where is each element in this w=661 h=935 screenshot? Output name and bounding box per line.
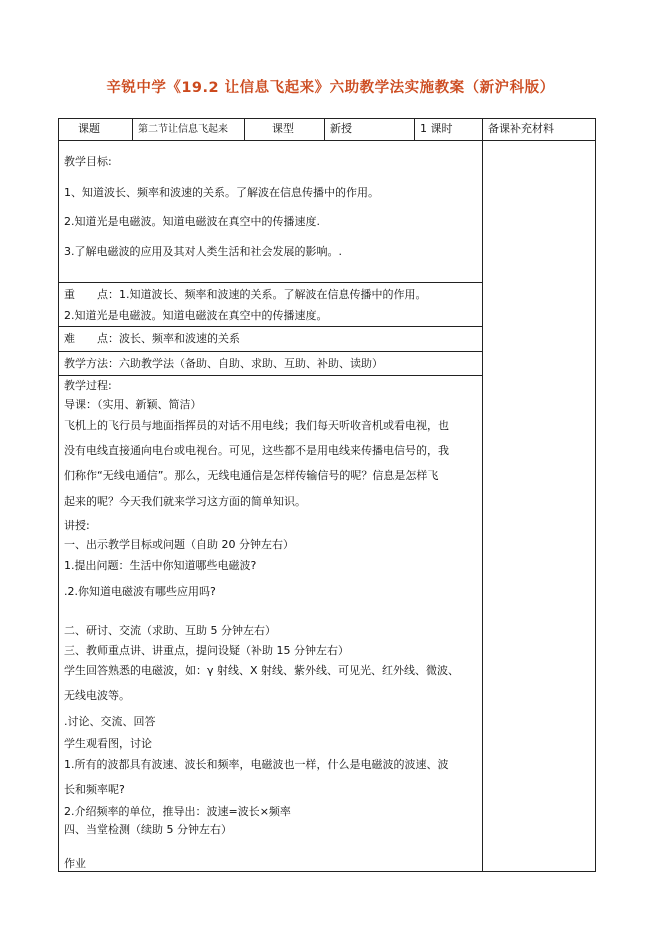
- process-line: 二、研讨、交流（求助、互助 5 分钟左右）: [64, 624, 276, 637]
- objective-item: 3.了解电磁波的应用及其对人类生活和社会发展的影响。.: [64, 245, 342, 258]
- process-line: 学生回答熟悉的电磁波，如：γ 射线、X 射线、紫外线、可见光、红外线、微波、: [64, 664, 460, 677]
- type-value: 新授: [330, 122, 352, 135]
- course-label: 课题: [78, 122, 100, 135]
- process-line: .2.你知道电磁波有哪些应用吗?: [64, 585, 216, 598]
- key-points-line: 重 点：1.知道波长、频率和波速的关系。了解波在信息传播中的作用。: [64, 288, 427, 301]
- process-line: 1.提出问题：生活中你知道哪些电磁波?: [64, 559, 257, 572]
- process-line: 导课：（实用、新颖、简洁）: [64, 398, 202, 411]
- process-line: 一、出示教学目标或问题（自助 20 分钟左右）: [64, 538, 294, 551]
- process-line: 讲授:: [64, 519, 90, 532]
- process-line: 无线电波等。: [64, 689, 130, 702]
- process-line: 飞机上的飞行员与地面指挥员的对话不用电线；我们每天听收音机或看电视，也: [64, 419, 449, 432]
- objective-item: 1、知道波长、频率和波速的关系。了解波在信息传播中的作用。: [64, 186, 379, 199]
- table-border-left: [58, 118, 59, 872]
- process-line: 1.所有的波都具有波速、波长和频率，电磁波也一样，什么是电磁波的波速、波: [64, 758, 449, 771]
- key-points-line: 2.知道光是电磁波。知道电磁波在真空中的传播速度。: [64, 309, 328, 322]
- difficulty-line: 难 点：波长、频率和波速的关系: [64, 332, 240, 345]
- header-divider: [244, 118, 245, 140]
- lesson-plan-table: [58, 118, 596, 872]
- header-divider: [132, 118, 133, 140]
- header-row-bottom: [58, 140, 596, 141]
- hours-value: 1 课时: [420, 122, 453, 135]
- method-line: 教学方法：六助教学法（备助、自助、求助、互助、补助、读助）: [64, 357, 383, 370]
- keypoints-row-bottom: [58, 326, 483, 327]
- type-label: 课型: [272, 122, 294, 135]
- objectives-row-bottom: [58, 282, 483, 283]
- table-border-top: [58, 118, 596, 119]
- process-line: 长和频率呢?: [64, 783, 125, 796]
- table-border-bottom: [58, 871, 596, 872]
- process-line: 起来的呢？今天我们就来学习这方面的简单知识。: [64, 495, 306, 508]
- method-row-bottom: [58, 375, 483, 376]
- process-line: 三、教师重点讲、讲重点，提问设疑（补助 15 分钟左右）: [64, 644, 349, 657]
- header-divider: [324, 118, 325, 140]
- table-border-right: [595, 118, 596, 872]
- supplement-label: 备课补充材料: [488, 122, 554, 135]
- process-line: 们称作“无线电通信”。那么，无线电通信是怎样传输信号的呢？信息是怎样飞: [64, 469, 439, 482]
- process-line: 作业: [64, 857, 86, 870]
- difficulty-row-bottom: [58, 351, 483, 352]
- process-line: 学生观看图，讨论: [64, 737, 152, 750]
- header-divider: [414, 118, 415, 140]
- main-side-divider: [482, 118, 483, 872]
- process-line: 四、当堂检测（续助 5 分钟左右）: [64, 823, 232, 836]
- course-value: 第二节让信息飞起来: [138, 124, 228, 135]
- process-line: 2.介绍频率的单位，推导出：波速=波长×频率: [64, 805, 291, 818]
- process-line: 教学过程:: [64, 379, 112, 392]
- document-title: 辛锐中学《19.2 让信息飞起来》六助教学法实施教案（新沪科版）: [106, 80, 555, 96]
- objectives-heading: 教学目标:: [64, 155, 112, 168]
- process-line: .讨论、交流、回答: [64, 715, 156, 728]
- objective-item: 2.知道光是电磁波。知道电磁波在真空中的传播速度.: [64, 215, 320, 228]
- process-line: 没有电线直接通向电台或电视台。可见，这些都不是用电线来传播电信号的，我: [64, 444, 449, 457]
